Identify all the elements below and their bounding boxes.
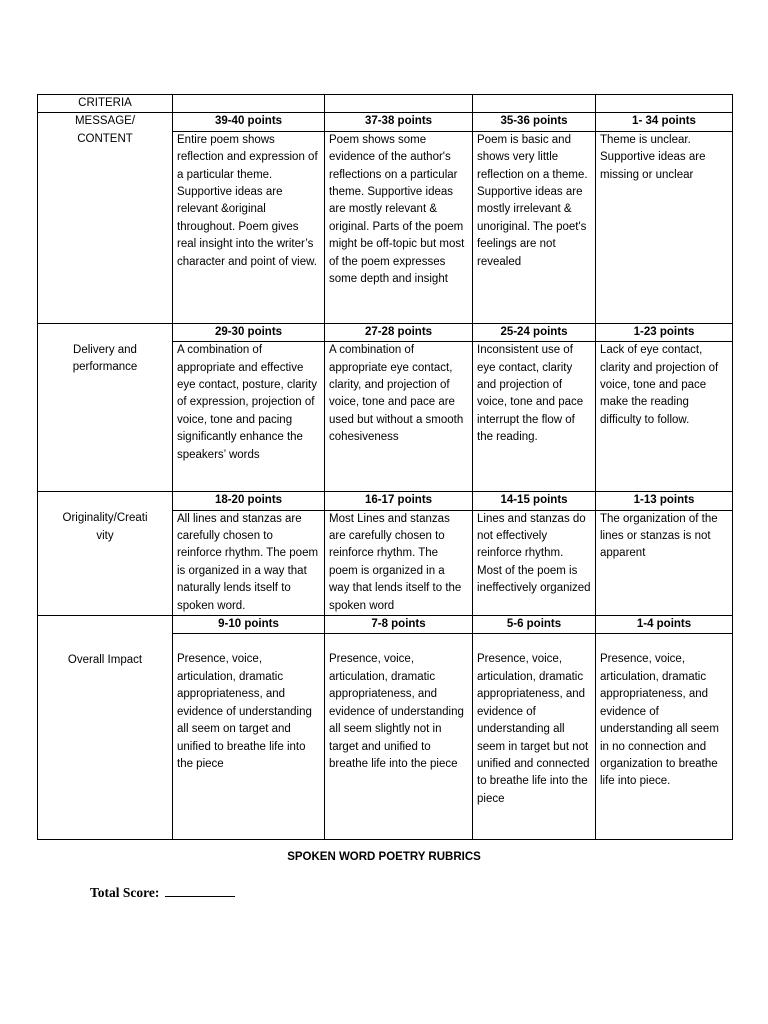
points-cell: 39-40 points: [173, 113, 325, 131]
description-cell: Poem shows some evidence of the author's reflections on a particular theme. Supportive ideas are mostly relevant & original. Parts of the poem might be off-topic but most of the poem expresses some depth and insight: [325, 131, 473, 323]
points-cell: 18-20 points: [173, 492, 325, 510]
criterion-delivery: Delivery and performance: [38, 323, 173, 491]
points-row: [38, 492, 733, 510]
points-cell: 1- 34 points: [596, 113, 733, 131]
header-cell: [325, 95, 473, 113]
description-cell: A combination of appropriate eye contact, clarity, and projection of voice, tone and pace are used but without a smooth cohesiveness: [325, 342, 473, 492]
description-cell: All lines and stanzas are carefully chosen to reinforce rhythm. The poem is organized in a way that naturally lends itself to spoken word.: [173, 510, 325, 615]
total-score: [90, 884, 235, 901]
description-cell: Lack of eye contact, clarity and projection of voice, tone and pace make the reading difficulty to follow.: [596, 342, 733, 492]
total-score-blank[interactable]: [165, 884, 235, 897]
header-cell: [173, 95, 325, 113]
points-cell: 35-36 points: [473, 113, 596, 131]
points-cell: 1-13 points: [596, 492, 733, 510]
description-cell: Poem is basic and shows very little reflection on a theme. Supportive ideas are mostly irrelevant & unoriginal. The poet's feelings are not revealed: [473, 131, 596, 323]
criterion-overall-impact: Overall Impact: [38, 616, 173, 840]
points-cell: 14-15 points: [473, 492, 596, 510]
points-cell: 1-4 points: [596, 616, 733, 634]
points-row: [38, 323, 733, 341]
points-row: [38, 113, 733, 131]
criterion-message-content: MESSAGE/ CONTENT: [38, 113, 173, 323]
description-cell: Presence, voice, articulation, dramatic appropriateness, and evidence of understanding all seem in no connection and organization to breathe life into piece.: [596, 634, 733, 840]
rubric-table: [37, 94, 733, 840]
criteria-header: CRITERIA: [38, 95, 173, 113]
points-cell: 7-8 points: [325, 616, 473, 634]
description-cell: Presence, voice, articulation, dramatic appropriateness, and evidence of understanding all seem in target but not unified and connected to breathe life into the piece: [473, 634, 596, 840]
points-cell: 27-28 points: [325, 323, 473, 341]
header-cell: [596, 95, 733, 113]
description-cell: Lines and stanzas do not effectively reinforce rhythm. Most of the poem is ineffectively organized: [473, 510, 596, 615]
points-cell: 37-38 points: [325, 113, 473, 131]
points-cell: 9-10 points: [173, 616, 325, 634]
description-cell: Most Lines and stanzas are carefully chosen to reinforce rhythm. The poem is organized in a way that lends itself to the spoken word: [325, 510, 473, 615]
document-title: SPOKEN WORD POETRY RUBRICS: [287, 851, 481, 863]
description-cell: The organization of the lines or stanzas is not apparent: [596, 510, 733, 615]
criterion-originality: Originality/Creati vity: [38, 492, 173, 616]
description-cell: Presence, voice, articulation, dramatic appropriateness, and evidence of understanding all seem slightly not in target and unified to breathe life into the piece: [325, 634, 473, 840]
description-cell: Presence, voice, articulation, dramatic appropriateness, and evidence of understanding all seem on target and unified to breathe life into the piece: [173, 634, 325, 840]
total-score-label: Total Score:: [90, 885, 160, 900]
header-cell: [473, 95, 596, 113]
description-cell: Theme is unclear. Supportive ideas are missing or unclear: [596, 131, 733, 323]
points-row: [38, 616, 733, 634]
points-cell: 25-24 points: [473, 323, 596, 341]
points-cell: 5-6 points: [473, 616, 596, 634]
points-cell: 16-17 points: [325, 492, 473, 510]
description-cell: Entire poem shows reflection and expression of a particular theme. Supportive ideas are relevant &original throughout. Poem gives real insight into the writer’s character and point of view.: [173, 131, 325, 323]
description-cell: Inconsistent use of eye contact, clarity and projection of voice, tone and pace interrupt the flow of the reading.: [473, 342, 596, 492]
points-cell: 29-30 points: [173, 323, 325, 341]
header-row: [38, 95, 733, 113]
description-cell: A combination of appropriate and effective eye contact, posture, clarity of expression, projection of voice, tone and pacing significantly enhance the speakers’ words: [173, 342, 325, 492]
points-cell: 1-23 points: [596, 323, 733, 341]
